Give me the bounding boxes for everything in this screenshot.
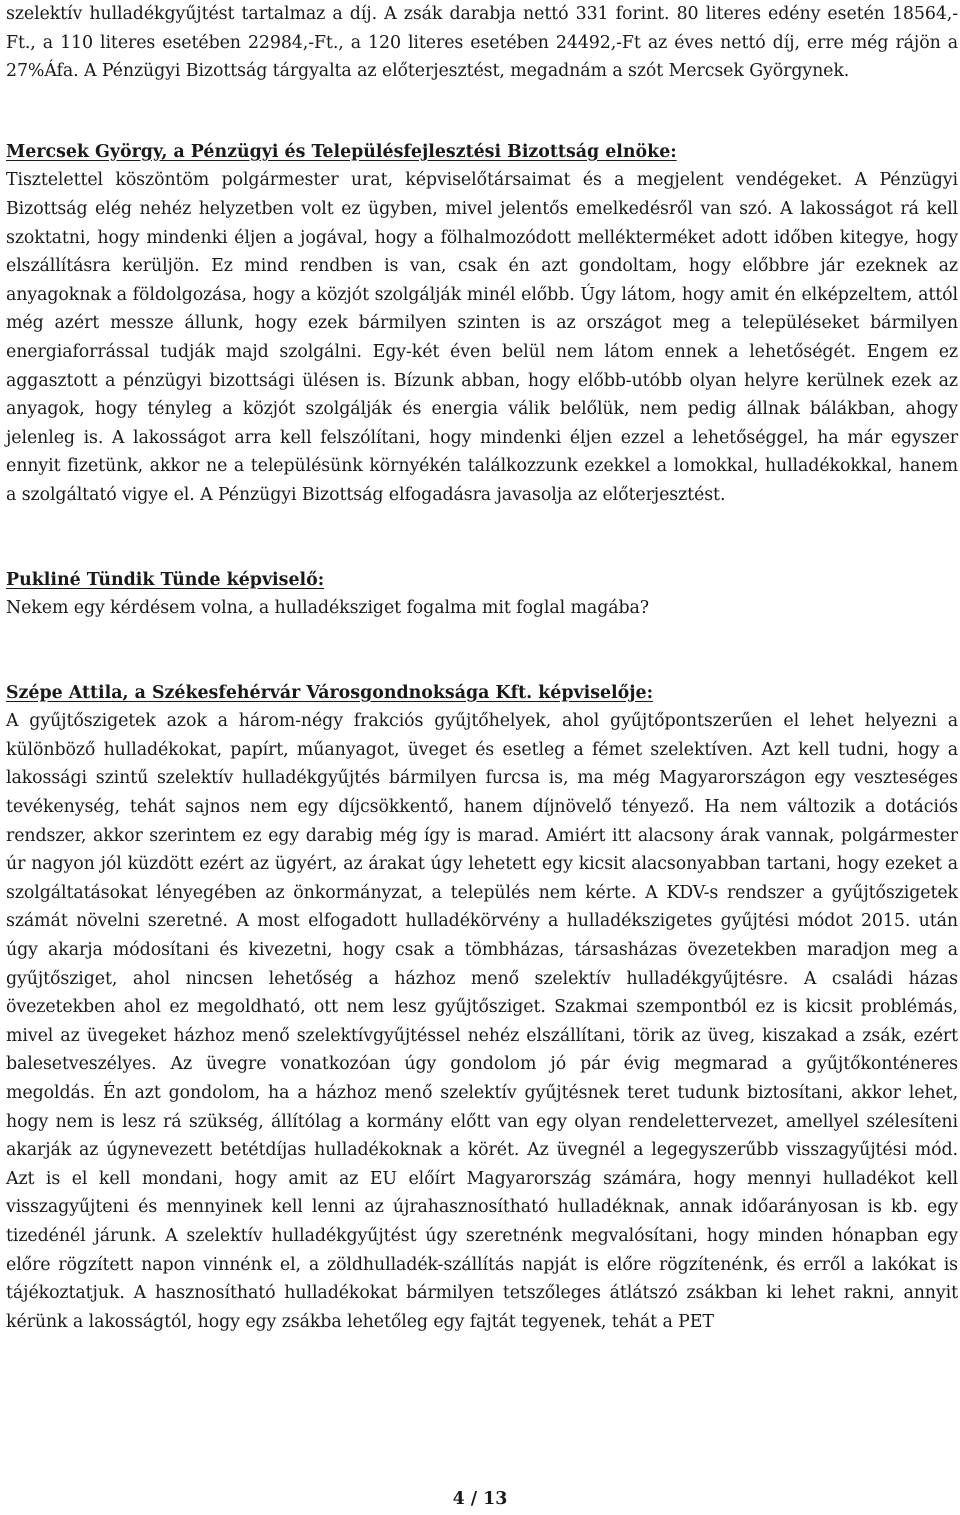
speech-section-pukline — [6, 566, 958, 623]
speech-text: Tisztelettel köszöntöm polgármester urat, képviselőtársaimat és a megjelent vendégeket. A Pénzügyi Bizottság elég nehéz helyzetben volt ez ügyben, mivel jelentős emelkedésről van szó. A lakosságot rá kell szoktatni, hogy mindenki éljen a jogával, hogy a fölhalmozódott mellékterméket adott időben kitegye, hogy elszállításra kerüljön. Ez mind rendben is van, csak én azt gondoltam, hogy előbbre jár ezeknek az anyagoknak a földolgozása, hogy a közjót szolgálják minél előbb. Úgy látom, hogy amit én elképzeltem, attól még azért messze állunk, hogy ezek bármilyen szinten is az országot meg a településeket bármilyen energiaforrással tudják majd szolgálni. Egy-két éven belül nem látom ennek a lehetőségét. Engem ez aggasztott a pénzügyi bizottsági ülésen is. Bízunk abban, hogy előbb-utóbb olyan helyre kerülnek ezek az anyagok, hogy tényleg a közjót szolgálják és energia válik belőlük, nem pedig állnak bálákban, ahogy jelenleg is. A lakosságot arra kell felszólítani, hogy mindenki éljen ezzel a lehetőséggel, ha már egyszer ennyit fizetünk, akkor ne a településünk környékén találkozzunk ezekkel a lomokkal, hulladékokkal, hanem a szolgáltató vigye el. A Pénzügyi Bizottság elfogadásra javasolja az előterjesztést. — [6, 170, 958, 505]
speaker-heading: Mercsek György, a Pénzügyi és Településfejlesztési Bizottság elnöke: — [6, 141, 677, 162]
speaker-heading: Pukliné Tündik Tünde képviselő: — [6, 569, 325, 590]
intro-paragraph: szelektív hulladékgyűjtést tartalmaz a díj. A zsák darabja nettó 331 forint. 80 literes edény esetén 18564,-Ft., a 110 literes esetében 22984,-Ft., a 120 literes esetében 24492,-Ft az éves nettó díj, erre még rájön a 27%Áfa. A Pénzügyi Bizottság tárgyalta az előterjesztést, megadnám a szót Mercsek Györgynek. — [6, 4, 958, 82]
document-page — [6, 0, 958, 1336]
speech-text: A gyűjtőszigetek azok a három-négy frakciós gyűjtőhelyek, ahol gyűjtőpontszerűen el lehet helyezni a különböző hulladékokat, papírt, műanyagot, üveget és esetleg a fémet szelektíven. Azt kell tudni, hogy a lakossági szintű szelektív hulladékgyűjtés bármilyen furcsa is, ma még Magyarországon egy veszteséges tevékenység, tehát sajnos nem egy díjcsökkentő, hanem díjnövelő tényező. Ha nem változik a dotációs rendszer, akkor szerintem ez egy darabig még így is marad. Amiért itt alacsony árak vannak, polgármester úr nagyon jól küzdött ezért az ügyért, az árakat úgy lehetett egy kicsit alacsonyabban tartani, hogy ezeket a szolgáltatásokat lényegében az önkormányzat, a település nem kérte. A KDV-s rendszer a gyűjtőszigetek számát növelni szeretné. A most elfogadott hulladékörvény a hulladékszigetes gyűjtési módot 2015. után úgy akarja módosítani és kivezetni, hogy csak a tömbházas, társasházas övezetekben maradjon meg a gyűjtősziget, ahol nincsen lehetőség a házhoz menő szelektív hulladékgyűjtésre. A családi házas övezetekben ahol ez megoldható, ott nem lesz gyűjtősziget. Szakmai szempontból ez is kicsit problémás, mivel az üvegeket házhoz menő szelektívgyűjtéssel nehéz elszállítani, törik az üveg, kiszakad a zsák, ezért balesetveszélyes. Az üvegre vonatkozóan úgy gondolom jó pár évig megmarad a gyűjtőkonténeres megoldás. Én azt gondolom, ha a házhoz menő szelektív gyűjtésnek teret tudunk biztosítani, akkor lehet, hogy nem is lesz rá szükség, állítólag a kormány előtt van egy olyan rendelettervezet, amellyel szélesíteni akarják az úgynevezett betétdíjas hulladékoknak a körét. Az üvegnél a legegyszerűbb visszagyűjtési mód. Azt is el kell mondani, hogy amit az EU előírt Magyarország számára, hogy mennyi hulladékot kell visszagyűjteni és mennyinek kell lenni az újrahasznosítható hulladéknak, annak időarányosan is kb. egy tizedénél járunk. A szelektív hulladékgyűjtést úgy szeretnénk megvalósítani, hogy minden hónapban egy előre rögzített napon vinnénk el, a zöldhulladék-szállítás napját is előre rögzítenénk, és erről a lakókat is tájékoztatjuk. A hasznosítható hulladékokat bármilyen tetszőleges átlátszó zsákban ki lehet rakni, annyit kérünk a lakosságtól, hogy egy zsákba lehetőleg egy fajtát tegyenek, tehát a PET — [6, 711, 958, 1332]
page-number: 4 / 13 — [452, 1489, 508, 1509]
speech-section-szepe — [6, 679, 958, 1337]
speaker-heading: Szépe Attila, a Székesfehérvár Városgondnoksága Kft. képviselője: — [6, 682, 654, 703]
section-spacer — [6, 510, 958, 566]
section-spacer — [6, 86, 958, 138]
section-spacer — [6, 623, 958, 679]
speech-text: Nekem egy kérdésem volna, a hulladéksziget fogalma mit foglal magába? — [6, 598, 650, 619]
speech-section-mercsek — [6, 138, 958, 510]
